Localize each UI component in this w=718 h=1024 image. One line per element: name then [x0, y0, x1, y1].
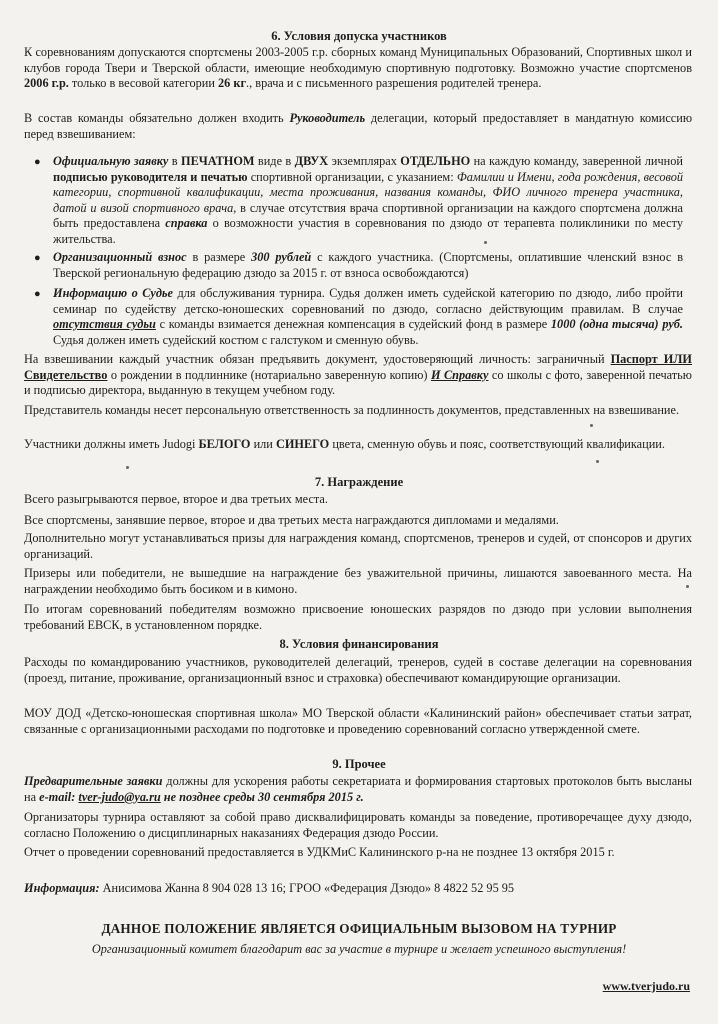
section-7-paragraph-3: Дополнительно могут устанавливаться призы для награждения команд, спортсменов, тренеров и судей, от спонсоров и других организаций.: [24, 531, 692, 561]
website-link[interactable]: www.tverjudo.ru: [602, 979, 690, 993]
official-notice: ДАННОЕ ПОЛОЖЕНИЕ ЯВЛЯЕТСЯ ОФИЦИАЛЬНЫМ ВЫЗОВОМ НА ТУРНИР: [101, 921, 617, 936]
section-8-paragraph-1: Расходы по командированию участников, руководителей делегаций, тренеров, судей в составе делегации на соревнования (проезд, питание, проживание, организационный взнос и страховка) обеспечивают командирующие организации.: [24, 655, 692, 685]
thanks-message: Организационный комитет благодарит вас за участие в турнире и желает успешного выступления!: [91, 942, 627, 956]
section-6-paragraph-5: Участники должны иметь Judogi БЕЛОГО или СИНЕГО цвета, сменную обувь и пояс, соответствующий квалификации.: [24, 437, 665, 451]
section-9-paragraph-3: Отчет о проведении соревнований предоставляется в УДКМиС Калининского р-на не позднее 13 октября 2015 г.: [24, 845, 615, 859]
section-9-title: 9. Прочее: [332, 757, 386, 771]
section-9-paragraph-2: Организаторы турнира оставляют за собой право дисквалифицировать команды за поведение, противоречащее духу дзюдо, согласно Положению о дисциплинарных наказаниях Федерация дзюдо России.: [24, 810, 692, 840]
bullet-icon: ●: [34, 156, 41, 168]
bullet-icon: ●: [34, 288, 41, 300]
requirement-item-fee: Организационный взнос в размере 300 рублей с каждого участника. (Спортсмены, оплатившие членский взнос в Тверской региональную федерацию дзюдо за 2015 г. от взноса освобождаются): [53, 250, 684, 280]
requirement-item-referee: Информацию о Судье для обслуживания турнира. Судья должен иметь судейской категорию по дзюдо, либо пройти семинар по судейству детско-юношеских соревнований по дзюдо, согласно действующим правилам. В случае отсутствия судьи с команды взимается денежная компенсация в судейский фонд в размере 1000 (одна тысяча) руб. Судья должен иметь судейский костюм с галстуком и сменную обувь.: [53, 286, 684, 347]
section-6-paragraph-4: Представитель команды несет персональную ответственность за подлинность документов, представленных на взвешивание.: [24, 403, 680, 417]
requirement-item-application: Официальную заявку в ПЕЧАТНОМ виде в ДВУХ экземплярах ОТДЕЛЬНО на каждую команду, заверенной личной подписью руководителя и печатью спортивной организации, с указанием: Фамилии и Имени, года рождения, весовой категории, спортивной квалификации, места проживания, названия команды, ФИО личного тренера участника, датой и визой спортивного врача, в случае отсутствия врача спортивной организации на каждого спортсмена должна быть предоставлена справка о возможности участия в соревнования по дзюдо от терапевта поликлиники по месту жительства.: [53, 154, 683, 246]
email-link[interactable]: tver-judo@ya.ru: [78, 789, 161, 804]
section-7-paragraph-1: Всего разыгрываются первое, второе и два третьих места.: [24, 492, 328, 506]
scan-speck: [126, 466, 129, 469]
section-6-paragraph-2: В состав команды обязательно должен входить Руководитель делегации, который предоставляет в мандатную комиссию перед взвешиванием:: [24, 111, 692, 141]
section-9-contact-info: Информация: Анисимова Жанна 8 904 028 13 16; ГРОО «Федерация Дзюдо» 8 4822 52 95 95: [24, 881, 515, 895]
section-7-paragraph-2: Все спортсмены, занявшие первое, второе и два третьих места награждаются дипломами и медалями.: [24, 513, 559, 527]
section-6-paragraph-1: К соревнованиям допускаются спортсмены 2003-2005 г.р. сборных команд Муниципальных Образований, Спортивных школ и клубов города Твери и Тверской области, имеющие необходимую спортивную подготовку. Возможно участие спортсменов 2006 г.р. только в весовой категории 26 кг., врача и с письменного разрешения родителей тренера.: [24, 45, 692, 91]
section-8-paragraph-2: МОУ ДОД «Детско-юношеская спортивная школа» МО Тверской области «Калининский район» обеспечивает статьи затрат, связанные с организационными расходами по подготовке и проведению соревнований согласно утвержденной смете.: [24, 706, 692, 736]
section-7-paragraph-5: По итогам соревнований победителям возможно присвоение юношеских разрядов по дзюдо при условии выполнения требований ЕВСК, в установленном порядке.: [24, 602, 692, 632]
scan-speck: [484, 241, 487, 244]
section-7-title: 7. Награждение: [314, 475, 404, 489]
section-6-title: 6. Условия допуска участников: [271, 29, 447, 43]
section-7-paragraph-4: Призеры или победители, не вышедшие на награждение без уважительной причины, лишаются завоеванного места. На награждении необходимо быть босиком и в кимоно.: [24, 566, 692, 596]
scan-speck: [686, 585, 689, 588]
section-9-paragraph-1: Предварительные заявки должны для ускорения работы секретариата и формирования стартовых протоколов быть высланы на e-mail: tver-judo@ya.ru не позднее среды 30 сентября 2015 г.: [24, 774, 692, 804]
section-6-paragraph-3: На взвешивании каждый участник обязан предъявить документ, удостоверяющий личность: заграничный Паспорт ИЛИ Свидетельство о рождении в подлиннике (нотариально заверенную копию) И Справку со школы с фото, заверенной печатью и подписью директора, выданную в текущем учебном году.: [24, 352, 692, 398]
section-8-title: 8. Условия финансирования: [279, 637, 439, 651]
bullet-icon: ●: [34, 252, 41, 264]
scan-speck: [590, 424, 593, 427]
scan-speck: [596, 460, 599, 463]
